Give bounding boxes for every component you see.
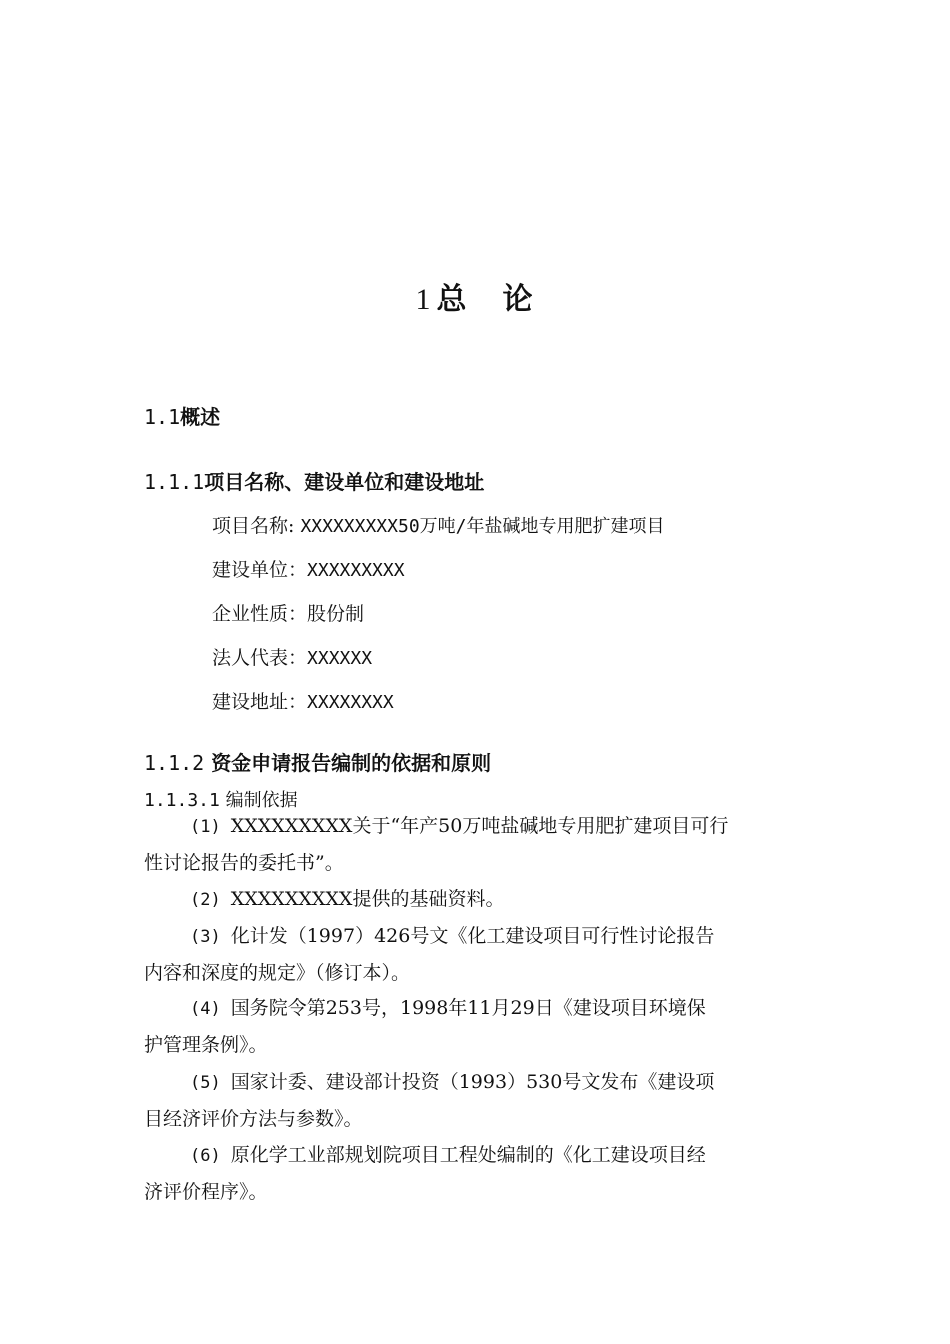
basis-text-line-2: 护管理条例》。	[144, 1034, 268, 1056]
info-label: 企业性质：	[212, 603, 308, 625]
section-title: 概述	[180, 405, 221, 429]
basis-text-line-2: 济评价程序》。	[144, 1181, 268, 1203]
section-heading-1-1-2	[144, 749, 491, 777]
chapter-title-part-1: 总	[436, 282, 469, 317]
basis-text-line-1: 化计发（1997）426号文《化工建设项目可行性讨论报告	[230, 925, 715, 947]
info-value: XXXXXXXX	[307, 692, 394, 713]
basis-item-5	[144, 1064, 808, 1137]
section-heading-1-1	[144, 403, 220, 431]
info-label: 建设地址：	[212, 691, 308, 713]
basis-index: (6)	[190, 1146, 221, 1166]
info-value: XXXXXXXXX50万吨/年盐碱地专用肥扩建项目	[300, 516, 665, 537]
section-title: 资金申请报告编制的依据和原则	[211, 751, 492, 775]
basis-text-line-1: 国家计委、建设部计投资（1993）530号文发布《建设项	[230, 1071, 715, 1093]
info-enterprise-type	[212, 600, 364, 628]
info-value: XXXXXXXXX	[307, 560, 405, 581]
basis-item-4	[144, 990, 808, 1063]
basis-item-6	[144, 1137, 808, 1210]
chapter-title	[0, 280, 950, 320]
basis-text-line-2: 性讨论报告的委托书”。	[144, 852, 344, 874]
section-title: 项目名称、建设单位和建设地址	[204, 470, 485, 494]
subsection-number: 1.1.3.1	[144, 790, 220, 811]
info-project-name	[212, 512, 665, 541]
basis-text-line-1: 原化学工业部规划院项目工程处编制的《化工建设项目经	[230, 1144, 706, 1166]
basis-text-line-2: 内容和深度的规定》（修订本）。	[144, 962, 411, 984]
section-number: 1.1.1	[144, 470, 205, 494]
basis-index: (3)	[190, 927, 221, 947]
basis-index: (1)	[190, 817, 221, 837]
info-construction-unit	[212, 556, 405, 585]
info-label: 建设单位：	[212, 559, 308, 581]
basis-item-3	[144, 918, 808, 991]
section-heading-1-1-1	[144, 468, 484, 496]
info-value: XXXXXX	[307, 648, 373, 669]
basis-index: (2)	[190, 890, 221, 910]
info-value: 股份制	[307, 603, 365, 625]
section-number: 1.1.2	[144, 751, 205, 775]
info-legal-representative	[212, 644, 372, 673]
basis-index: (5)	[190, 1073, 221, 1093]
basis-text-line-2: 目经济评价方法与参数》。	[144, 1108, 363, 1130]
basis-text-line-1: XXXXXXXXX关于“年产50万吨盐碱地专用肥扩建项目可行	[230, 815, 729, 837]
chapter-title-part-2: 论	[502, 282, 535, 317]
info-label: 法人代表：	[212, 647, 308, 669]
subsection-title: 编制依据	[225, 790, 298, 811]
basis-item-2	[144, 881, 808, 918]
chapter-number: 1	[415, 283, 433, 316]
info-label: 项目名称:	[212, 515, 295, 537]
basis-item-1	[144, 808, 808, 881]
basis-text-line-1: 国务院令第253号，1998年11月29日《建设项目环境保	[230, 997, 706, 1019]
info-construction-address	[212, 688, 394, 717]
section-number: 1.1	[144, 405, 181, 429]
basis-index: (4)	[190, 999, 221, 1019]
basis-text-line-1: XXXXXXXXX提供的基础资料。	[230, 888, 505, 910]
